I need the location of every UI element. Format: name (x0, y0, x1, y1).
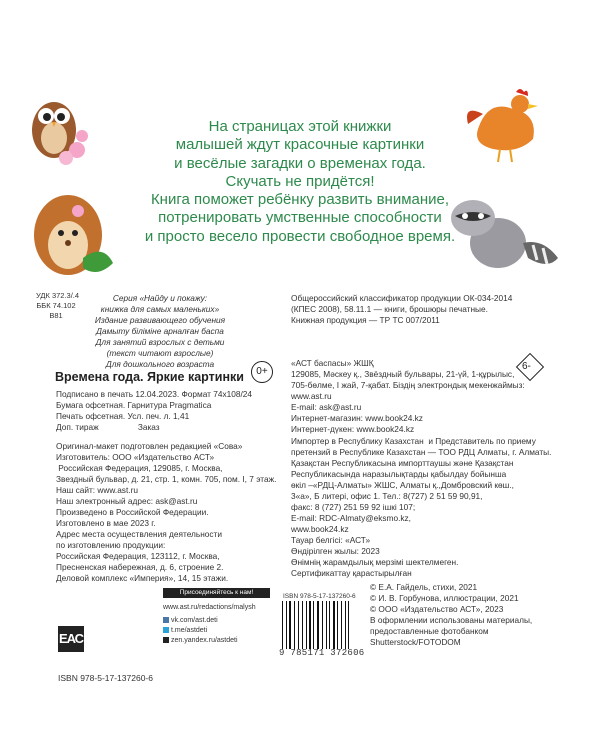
udk: УДК 372.3/.4 (36, 291, 80, 300)
okp-line: (КПЕС 2008), 58.11.1 — книги, брошюры печатные. (291, 304, 488, 314)
barcode-bar (326, 601, 327, 649)
manufacturer-info (56, 441, 276, 584)
manufacturer-line: Адрес места осуществления деятельности (56, 529, 222, 539)
importer-line: претензий в Республике Казахстан — ТОО РДЦ Алматы, г. Алматы. (291, 447, 552, 457)
manufacturer-line: Звездный бульвар, д. 21, стр. 1, комн. 705, пом. I, 7 этаж. (56, 474, 277, 484)
importer-line: Өнімнің жарамдылық мерзімі шектелмеген. (291, 557, 459, 567)
series-line: Для дошкольного возраста (105, 359, 215, 369)
print-line: Подписано в печать 12.04.2023. Формат 74x108/24 (56, 389, 253, 399)
manufacturer-line: Наш сайт: www.ast.ru (56, 485, 138, 495)
manufacturer-line: Наш электронный адрес: ask@ast.ru (56, 496, 198, 506)
manufacturer-line: Пресненская набережная, д. 6, строение 2. (56, 562, 224, 572)
kz-line: E-mail: ask@ast.ru (291, 402, 362, 412)
barcode-bar (331, 601, 332, 649)
barcode-bar (339, 601, 340, 649)
classification-codes (36, 291, 80, 321)
zen-label: zen.yandex.ru/astdeti (171, 637, 238, 644)
barcode-bar (323, 601, 324, 649)
barcode-bar (329, 601, 330, 649)
importer-info (291, 436, 551, 579)
barcode-bar (289, 601, 291, 649)
author-mark: В81 (49, 311, 63, 320)
importer-line: Сертификаттау қарастырылған (291, 568, 412, 578)
credit-line: Shutterstock/FOTODOM (370, 637, 461, 647)
barcode-bar (284, 601, 285, 649)
importer-line: Өндірілген жылы: 2023 (291, 546, 380, 556)
barcode-bar (312, 601, 313, 649)
manufacturer-line: Российская Федерация, 129085, г. Москва, (56, 463, 223, 473)
credits (370, 582, 532, 648)
eac-logo: ЕАС (58, 626, 84, 652)
telegram-label: t.me/astdeti (171, 627, 208, 634)
barcode-bar (306, 601, 307, 649)
website-link[interactable]: www.ast.ru/redactions/malysh (163, 604, 256, 611)
okp-line: Книжная продукция — ТР ТС 007/2011 (291, 315, 440, 325)
okp-info (291, 293, 512, 326)
barcode-digits: 9 785171 372606 (279, 648, 365, 658)
importer-line: факс: 8 (727) 251 59 92 ішкі 107; (291, 502, 416, 512)
blurb-line: Скучать не придётся! (225, 172, 375, 190)
barcode-bar (309, 601, 310, 649)
kz-line: 705-бөлме, I жай, 7-қабат. Біздің электрондық мекенжаймыз: (291, 380, 525, 390)
series-line: Издание развивающего обучения (94, 315, 226, 325)
barcode-bar (347, 601, 348, 649)
manufacturer-line: Произведено в Российской Федерации. (56, 507, 209, 517)
importer-line: 3«а», Б литері, офис 1. Тел.: 8(727) 2 51 59 90,91, (291, 491, 483, 501)
kz-publisher-info (291, 358, 525, 435)
manufacturer-line: Изготовлено в мае 2023 г. (56, 518, 156, 528)
kz-line: 129085, Мәскеу қ., Звёздный бульвары, 21-үй, 1-құрылыс, (291, 369, 515, 379)
importer-line: Республикасында наразылықтарды қабылдау бойынша (291, 469, 507, 479)
barcode-bar (317, 601, 319, 649)
series-line: Для занятий взрослых с детьми (95, 337, 225, 347)
vk-icon (163, 617, 169, 623)
credit-line: © ООО «Издательство АСТ», 2023 (370, 604, 504, 614)
importer-line: өкіл –«РДЦ-Алматы» ЖШС, Алматы қ.,Домбровский көш., (291, 480, 514, 490)
barcode-bar (298, 601, 299, 649)
kz-line: Интернет-дүкен: www.book24.kz (291, 424, 415, 434)
series-line: Дамыту біліміне арналған баспа (96, 326, 224, 336)
importer-line: E-mail: RDC-Almaty@eksmo.kz, (291, 513, 411, 523)
kz-line: Интернет-магазин: www.book24.kz (291, 413, 423, 423)
barcode-bar (299, 601, 300, 649)
hedgehog-illustration (28, 183, 118, 288)
importer-line: Қазақстан Республикасына импорттаушы және Қазақстан (291, 458, 514, 468)
manufacturer-line: Оригинал-макет подготовлен редакцией «Сова» (56, 441, 243, 451)
barcode-bar (341, 601, 342, 649)
okp-line: Общероссийский классификатор продукции ОК-034-2014 (291, 293, 513, 303)
importer-line: Тауар белгісі: «АСТ» (291, 535, 371, 545)
barcode-bar (333, 601, 335, 649)
blurb-line: Книга поможет ребёнку развить внимание, (150, 191, 450, 209)
print-info (56, 389, 252, 433)
owl-illustration (22, 88, 97, 168)
blurb-line: На страницах этой книжки (208, 118, 392, 135)
barcode-bar (288, 601, 289, 649)
barcode-isbn: ISBN 978-5-17-137260-6 (283, 593, 356, 600)
vk-label: vk.com/ast.deti (171, 617, 218, 624)
credit-line: предоставленные фотобанком (370, 626, 489, 636)
print-line: Бумага офсетная. Гарнитура Pragmatica (56, 400, 212, 410)
zen-link[interactable] (163, 636, 238, 646)
credit-line: © И. В. Горбунова, иллюстрации, 2021 (370, 593, 519, 603)
manufacturer-line: Деловой комплекс «Империя», 14, 15 этажи. (56, 573, 229, 583)
blurb-line: малышей ждут красочные картинки (175, 136, 425, 154)
series-line: книжка для самых маленьких» (100, 304, 220, 314)
isbn: ISBN 978-5-17-137260-6 (58, 673, 153, 683)
barcode-bar (296, 601, 297, 649)
kz-line: www.ast.ru (291, 391, 332, 401)
print-line: Печать офсетная. Усл. печ. л. 1,41 (56, 411, 190, 421)
barcode-bar (292, 601, 293, 649)
zen-icon (163, 637, 169, 643)
barcode-bar (315, 601, 316, 649)
kz-line: «АСТ баспасы» ЖШҚ (291, 358, 374, 368)
vk-link[interactable] (163, 616, 238, 626)
blurb-line: потренировать умственные способности (158, 209, 442, 227)
barcode-bar (343, 601, 344, 649)
manufacturer-line: Изготовитель: ООО «Издательство АСТ» (56, 452, 215, 462)
blurb-line: и просто весело провести свободное время. (144, 227, 456, 245)
join-us-banner: Присоединяйтесь к нам! (163, 588, 270, 598)
series-info (80, 293, 240, 370)
barcode-bar (294, 601, 295, 649)
telegram-icon (163, 627, 169, 633)
print-line: Доп. тираж Заказ (56, 422, 160, 432)
barcode-bar (282, 601, 283, 649)
barcode-bar (320, 601, 321, 649)
telegram-link[interactable] (163, 626, 238, 636)
barcode-bar (308, 601, 309, 649)
age-rating-6: 6- (522, 361, 531, 372)
credit-line: В оформлении использованы материалы, (370, 615, 533, 625)
importer-line: Импортер в Республику Казахстан и Представитель по приему (291, 436, 536, 446)
importer-line: www.book24.kz (291, 524, 349, 534)
credit-line: © Е.А. Гайдель, стихи, 2021 (370, 582, 478, 592)
barcode-bar (348, 601, 349, 649)
age-rating-0plus: 0+ (251, 361, 273, 383)
barcode-bar (345, 601, 346, 649)
barcode-bar (327, 601, 328, 649)
barcode-bar (337, 601, 338, 649)
barcode-bar (313, 601, 314, 649)
blurb-text (120, 118, 480, 246)
barcode-bar (286, 601, 287, 649)
barcode-bar (303, 601, 305, 649)
barcode-bar (302, 601, 303, 649)
barcode (282, 601, 350, 649)
barcode-bar (322, 601, 323, 649)
manufacturer-line: по изготовлению продукции: (56, 540, 166, 550)
social-links (163, 616, 238, 646)
barcode-bar (336, 601, 337, 649)
series-line: Серия «Найду и покажу: (112, 293, 208, 303)
bbk: ББК 74.102 (36, 301, 76, 310)
blurb-line: и весёлые загадки о временах года. (174, 154, 426, 172)
book-title: Времена года. Яркие картинки (55, 370, 244, 384)
series-line: (текст читают взрослые) (106, 348, 214, 358)
manufacturer-line: Российская Федерация, 123112, г. Москва, (56, 551, 220, 561)
